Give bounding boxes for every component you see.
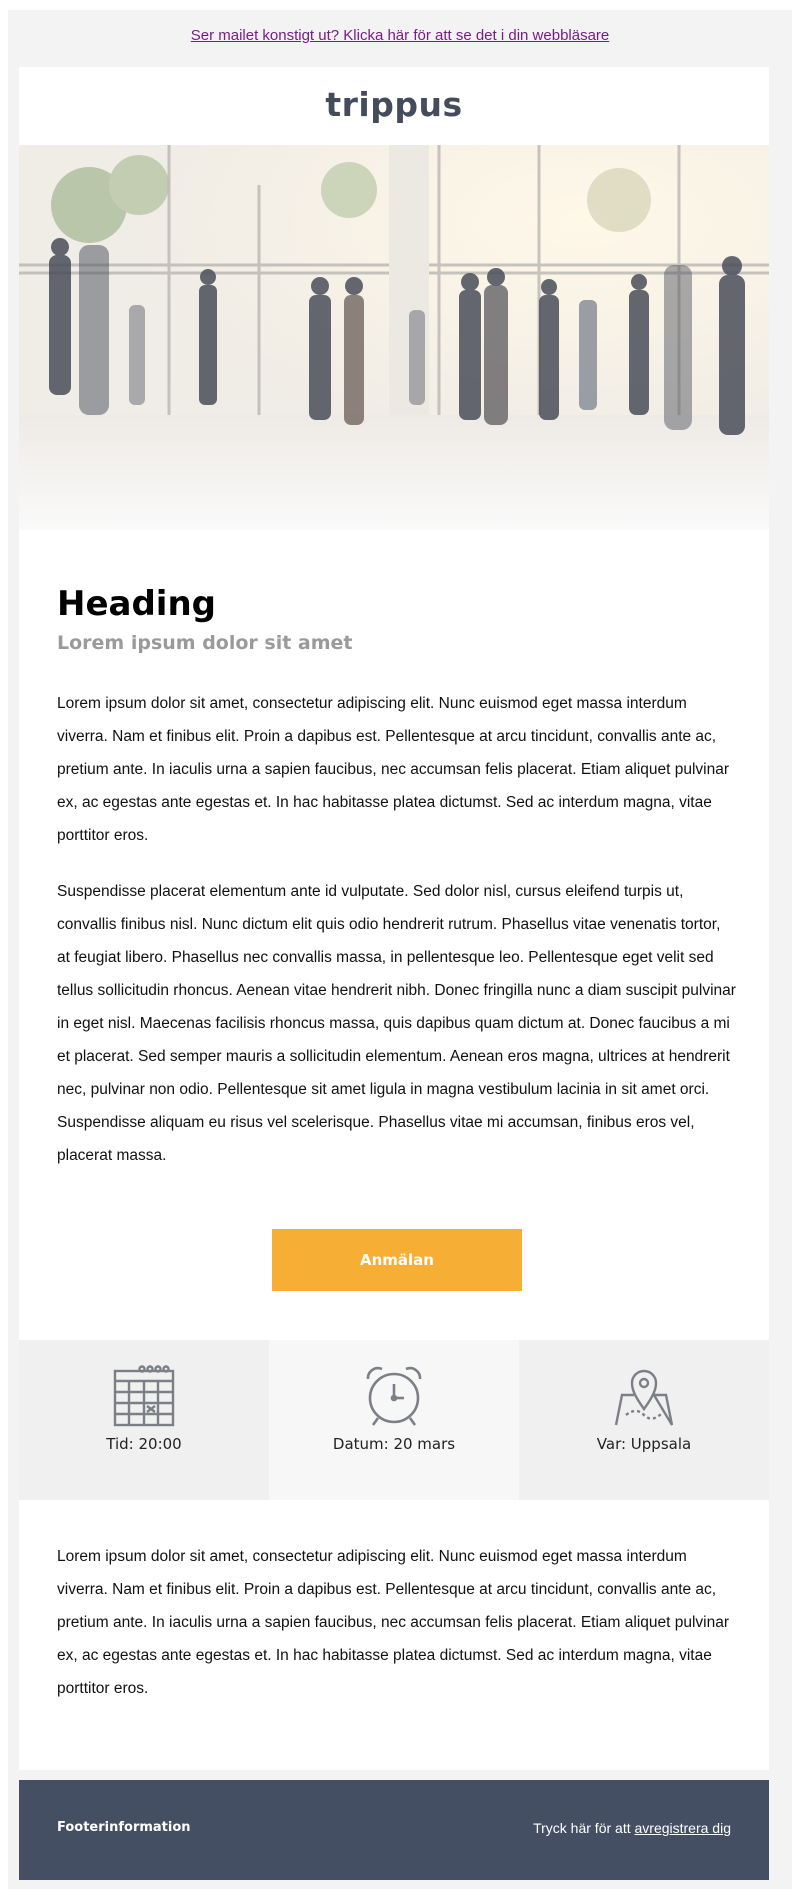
secondary-content (19, 1500, 769, 1770)
main-content (19, 530, 769, 1350)
trippus-logo: trippus (325, 85, 463, 124)
hero-image (19, 145, 769, 530)
footer-unsubscribe (533, 1820, 731, 1836)
preheader (8, 10, 792, 67)
email-wrapper (8, 10, 792, 1889)
event-date-label: Datum: 20 mars (332, 1435, 456, 1453)
event-date-cell (269, 1340, 519, 1500)
event-location-cell (519, 1340, 769, 1500)
body-paragraph-1: Lorem ipsum dolor sit amet, consectetur adipiscing elit. Nunc euismod eget massa interdum viverra. Nam et finibus elit. Proin a dapibus est. Pellentesque at arcu tincidunt, convallis ante ac, pretium ante. In iaculis urna a sapien faucibus, nec accumsan felis placerat. Etiam aliquet pulvinar ex, ac egestas ante egestas et. In hac habitasse platea dictumst. Sed ac interdum magna, vitae porttitor eros. (57, 695, 730, 844)
event-time-label: Tid: 20:00 (106, 1435, 182, 1453)
secondary-paragraph: Lorem ipsum dolor sit amet, consectetur adipiscing elit. Nunc euismod eget massa interdum viverra. Nam et finibus elit. Proin a dapibus est. Pellentesque at arcu tincidunt, convallis ante ac, pretium ante. In iaculis urna a sapien faucibus, nec accumsan felis placerat. Etiam aliquet pulvinar ex, ac egestas ante egestas et. In hac habitasse platea dictumst. Sed ac interdum magna, vitae porttitor eros. (57, 1548, 730, 1697)
unsubscribe-prefix: Tryck här för att (533, 1820, 631, 1836)
hero-photo-crowd-in-lobby (19, 145, 769, 530)
page-subtitle: Lorem ipsum dolor sit amet (57, 632, 353, 654)
footer (19, 1780, 769, 1880)
register-button[interactable]: Anmälan (272, 1229, 522, 1291)
event-info-row (19, 1340, 769, 1500)
body-paragraph-2: Suspendisse placerat elementum ante id vulputate. Sed dolor nisl, cursus eleifend turpis ut, convallis finibus nisl. Nunc dictum elit quis odio hendrerit rutrum. Phasellus vitae venenatis tortor, at feugiat libero. Phasellus nec convallis massa, in pellentesque leo. Pellentesque eget velit sed tellus sollicitudin rhoncus. Aenean vitae hendrerit nibh. Donec fringilla nunc a diam suscipit pulvinar in eget nisl. Maecenas facilisis rhoncus massa, quis dapibus quam dictum at. Donec faucibus a mi et placerat. Sed semper mauris a sollicitudin elementum. Aenean eros magna, ultrices at hendrerit nec, pulvinar non odio. Pellentesque sit amet ligula in magna vestibulum lacinia in sit amet orci. Suspendisse aliquam eu risus vel scelerisque. Phasellus vitae mi accumsan, finibus eros vel, placerat massa. (57, 883, 736, 1164)
logo-bar (19, 67, 769, 145)
event-time-cell (19, 1340, 269, 1500)
map-pin-icon (612, 1365, 676, 1427)
event-location-label: Var: Uppsala (596, 1435, 692, 1453)
page-title: Heading (57, 584, 216, 624)
calendar-icon (112, 1365, 176, 1427)
footer-info: Footerinformation (57, 1820, 191, 1835)
unsubscribe-link[interactable]: avregistrera dig (634, 1820, 731, 1836)
alarm-clock-icon (362, 1365, 426, 1427)
view-in-browser-link[interactable]: Ser mailet konstigt ut? Klicka här för att se det i din webbläsare (190, 27, 610, 44)
